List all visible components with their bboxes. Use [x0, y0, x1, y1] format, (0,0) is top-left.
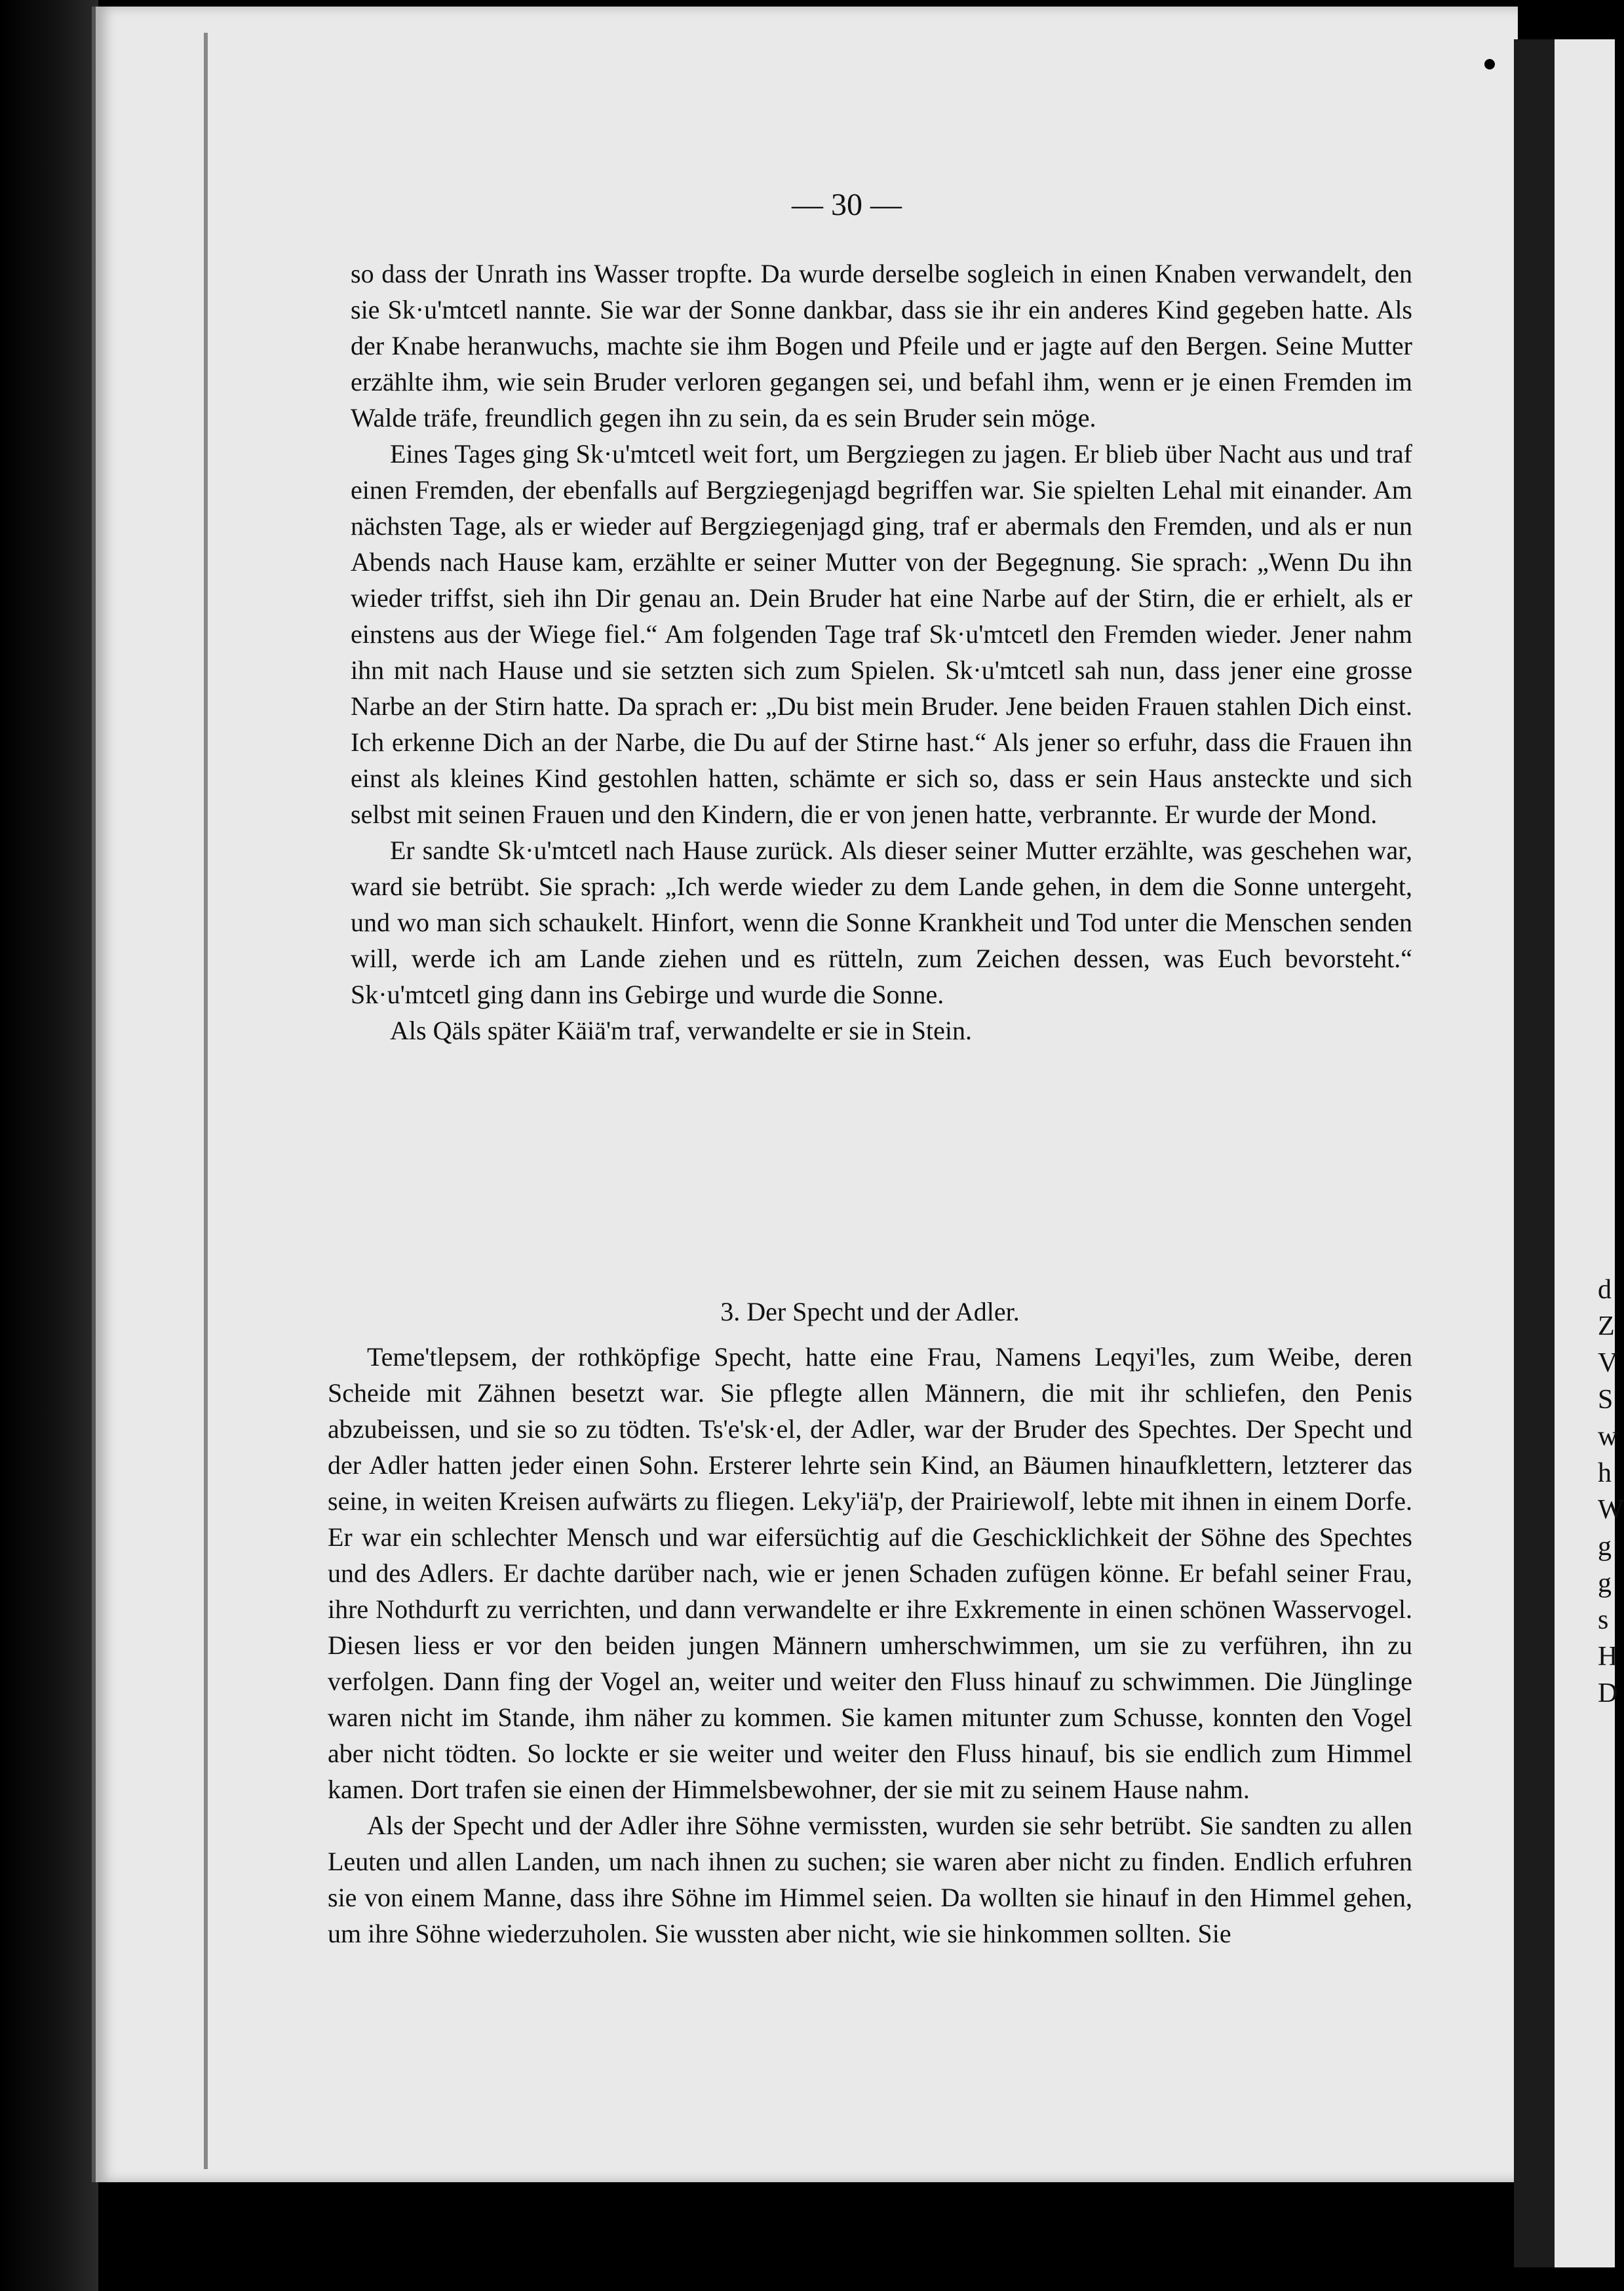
- paragraph: Als Qäls später Käiä'm traf, verwandelte er sie in Stein.: [390, 1016, 973, 1045]
- body-text-part2: [328, 1284, 1412, 1952]
- adjacent-letter: S: [1598, 1385, 1614, 1415]
- adjacent-letter: d: [1598, 1275, 1612, 1305]
- adjacent-letter: H: [1598, 1642, 1618, 1672]
- page-gutter-line: [204, 33, 208, 2169]
- adjacent-letter: g: [1598, 1568, 1612, 1598]
- adjacent-letter: W: [1598, 1495, 1624, 1525]
- paragraph: Eines Tages ging Sk·u'mtcetl weit fort, um Bergziegen zu jagen. Er blieb über Nacht aus und traf einen Fremden, der ebenfalls auf Bergziegenjagd begriffen war. Sie spielten Lehal mit einander. Am nächsten Tage, als er wieder auf Bergziegenjagd ging, traf er abermals den Fremden, und als er nun Abends nach Hause kam, erzählte er seiner Mutter von der Begegnung. Sie sprach: „Wenn Du ihn wieder triffst, sieh ihn Dir genau an. Dein Bruder hat eine Narbe auf der Stirn, die er erhielt, als er einstens aus der Wiege fiel.“ Am folgenden Tage traf Sk·u'mtcetl den Fremden wieder. Jener nahm ihn mit nach Hause und sie setzten sich zum Spielen. Sk·u'mtcetl sah nun, dass jener eine grosse Narbe an der Stirn hatte. Da sprach er: „Du bist mein Bruder. Jene beiden Frauen stahlen Dich einst. Ich erkenne Dich an der Narbe, die Du auf der Stirne hast.“ Als jener so erfuhr, dass die Frauen ihn einst als kleines Kind gestohlen hatten, schämte er sich so, dass er sein Haus ansteckte und sich selbst mit seinen Frauen und den Kindern, die er von jenen hatte, verbrannte. Er wurde der Mond.: [351, 439, 1412, 829]
- adjacent-page-text: [1598, 1271, 1624, 1712]
- scan-left-edge: [0, 0, 98, 2291]
- paragraph: Teme'tlepsem, der rothköpfige Specht, hatte eine Frau, Namens Leqyi'les, zum Weibe, deren Scheide mit Zähnen besetzt war. Sie pflegte allen Männern, die mit ihr schliefen, den Penis abzubeissen, und sie so zu tödten. Ts'e'sk·el, der Adler, war der Bruder des Spechtes. Der Specht und der Adler hatten jeder einen Sohn. Ersterer lehrte sein Kind, an Bäumen hinaufklettern, letzterer das seine, in weiten Kreisen aufwärts zu fliegen. Leky'iä'p, der Prairiewolf, lebte mit ihnen in einem Dorfe. Er war ein schlechter Mensch und war eifersüchtig auf die Geschicklichkeit der Söhne des Spechtes und des Adlers. Er dachte darüber nach, wie er jenen Schaden zufügen könne. Er befahl seiner Frau, ihre Nothdurft zu verrichten, und dann verwandelte er ihre Exkremente in einen schönen Wasservogel. Diesen liess er vor den beiden jungen Männern umherschwimmen, um sie zu verführen, ihn zu verfolgen. Dann fing der Vogel an, weiter und weiter den Fluss hinauf zu schwimmen. Die Jünglinge waren nicht im Stande, ihm näher zu kommen. Sie kamen mitunter zum Schusse, konnten den Vogel aber nicht tödten. So lockte er sie weiter und weiter den Fluss hinauf, bis sie endlich zum Himmel kamen. Dort trafen sie einen der Himmelsbewohner, der sie mit zu seinem Hause nahm.: [328, 1342, 1412, 1804]
- paragraph: so dass der Unrath ins Wasser tropfte. Da wurde derselbe sogleich in einen Knaben verwandelt, den sie Sk·u'mtcetl nannte. Sie war der Sonne dankbar, dass sie ihr ein anderes Kind gegeben hatte. Als der Knabe heranwuchs, machte sie ihm Bogen und Pfeile und er jagte auf den Bergen. Seine Mutter erzählte ihm, wie sein Bruder verloren gegangen sei, und befahl ihm, wenn er je einen Fremden im Walde träfe, freundlich gegen ihn zu sein, da es sein Bruder sein möge.: [351, 259, 1412, 433]
- page-number: — 30 —: [792, 187, 902, 222]
- adjacent-page-edge: [1514, 39, 1624, 2267]
- adjacent-letter: s: [1598, 1605, 1609, 1635]
- adjacent-letter: w: [1598, 1421, 1618, 1452]
- adjacent-letter: V: [1598, 1348, 1618, 1378]
- paragraph: Als der Specht und der Adler ihre Söhne vermissten, wurden sie sehr betrübt. Sie sandten zu allen Leuten und allen Landen, um nach ihnen zu suchen; sie waren aber nicht zu finden. Endlich erfuhren sie von einem Manne, dass ihre Söhne im Himmel seien. Da wollten sie hinauf in den Himmel gehen, um ihre Söhne wiederzuholen. Sie wussten aber nicht, wie sie hinkommen sollten. Sie: [328, 1811, 1412, 1948]
- adjacent-letter: D: [1598, 1678, 1618, 1708]
- page-fold-shadow: [1514, 39, 1555, 2267]
- scan-speck: [1484, 59, 1495, 69]
- paragraph: Er sandte Sk·u'mtcetl nach Hause zurück. Als dieser seiner Mutter erzählte, was geschehen war, ward sie betrübt. Sie sprach: „Ich werde wieder zu dem Lande gehen, in dem die Sonne untergeht, und wo man sich schaukelt. Hinfort, wenn die Sonne Krankheit und Tod unter die Menschen senden will, werde ich am Lande ziehen und es rütteln, zum Zeichen dessen, was Euch bevorsteht.“ Sk·u'mtcetl ging dann ins Gebirge und wurde die Sonne.: [351, 836, 1412, 1009]
- adjacent-letter: h: [1598, 1458, 1612, 1488]
- adjacent-letter: Z: [1598, 1311, 1615, 1341]
- adjacent-letter: g: [1598, 1531, 1612, 1562]
- section-heading: 3. Der Specht und der Adler.: [720, 1297, 1020, 1326]
- body-text-part1: [351, 256, 1412, 1049]
